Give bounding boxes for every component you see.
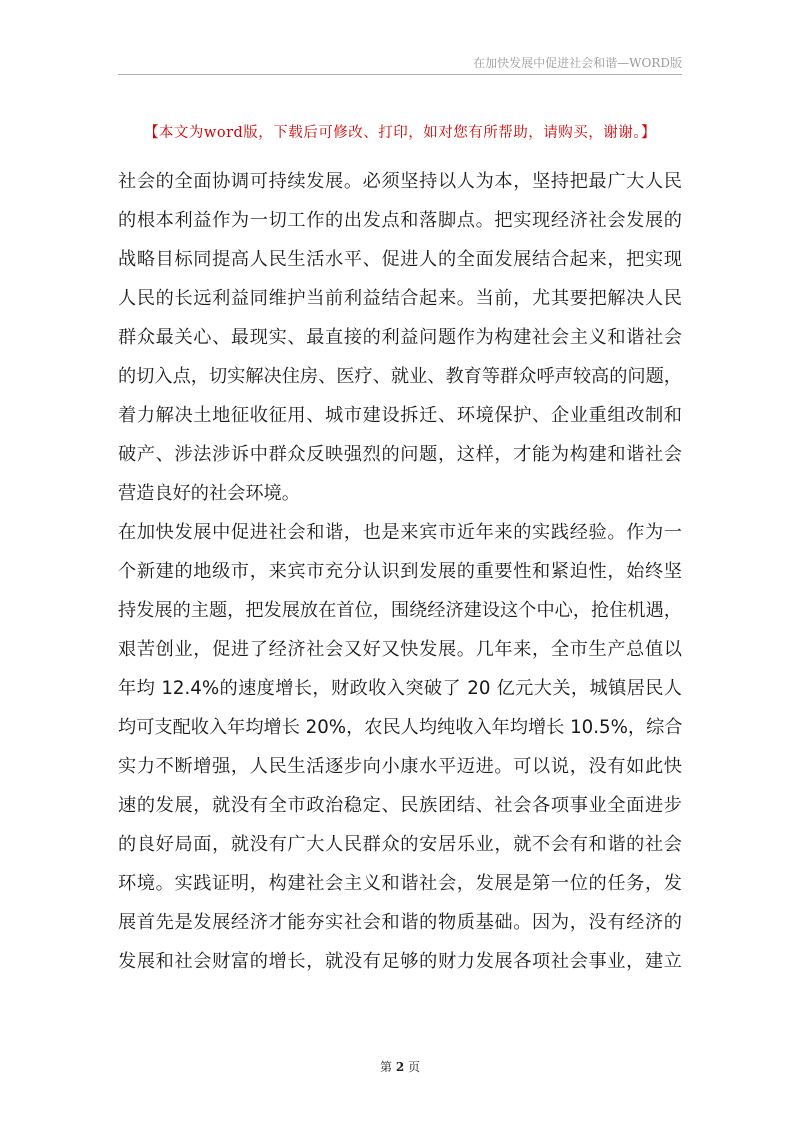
text-line: 群众最关心、最现实、最直接的利益问题作为构建社会主义和谐社会 xyxy=(118,327,682,348)
text-line: 发展和社会财富的增长，就没有足够的财力发展各项社会事业，建立 xyxy=(118,951,682,972)
text-line: 的根本利益作为一切工作的出发点和落脚点。把实现经济社会发展的 xyxy=(118,210,682,231)
text-line: 的切入点，切实解决住房、医疗、就业、教育等群众呼声较高的问题， xyxy=(118,366,682,387)
text-line: 着力解决土地征收征用、城市建设拆迁、环境保护、企业重组改制和 xyxy=(118,405,682,426)
text-line: 社会的全面协调可持续发展。必须坚持以人为本，坚持把最广大人民 xyxy=(118,171,682,192)
paragraph xyxy=(118,513,682,981)
text-line: 实力不断增强，人民生活逐步向小康水平迈进。可以说，没有如此快 xyxy=(118,756,682,777)
text-line: 持发展的主题，把发展放在首位，围绕经济建设这个中心，抢住机遇， xyxy=(118,600,682,621)
header-divider xyxy=(118,74,682,75)
text-line: 展首先是发展经济才能夯实社会和谐的物质基础。因为，没有经济的 xyxy=(118,912,682,933)
text-line: 人民的长远利益同维护当前利益结合起来。当前，尤其要把解决人民 xyxy=(118,288,682,309)
page-number: 2 xyxy=(395,1060,405,1074)
page-label-prefix: 第 xyxy=(379,1060,392,1074)
page-label-suffix: 页 xyxy=(408,1060,421,1074)
header-title: 在加快发展中促进社会和谐—WORD版 xyxy=(473,56,682,70)
text-line: 个新建的地级市，来宾市充分认识到发展的重要性和紧迫性，始终坚 xyxy=(118,561,682,582)
text-line: 在加快发展中促进社会和谐，也是来宾市近年来的实践经验。作为一 xyxy=(118,522,682,543)
text-line: 战略目标同提高人民生活水平、促进人的全面发展结合起来，把实现 xyxy=(118,249,682,270)
text-line: 艰苦创业，促进了经济社会又好又快发展。几年来，全市生产总值以 xyxy=(118,639,682,660)
text-line: 环境。实践证明，构建社会主义和谐社会，发展是第一位的任务，发 xyxy=(118,873,682,894)
document-body xyxy=(118,162,682,981)
text-line: 的良好局面，就没有广大人民群众的安居乐业，就不会有和谐的社会 xyxy=(118,834,682,855)
paragraph xyxy=(118,162,682,513)
text-line: 速的发展，就没有全市政治稳定、民族团结、社会各项事业全面进步 xyxy=(118,795,682,816)
text-line: 营造良好的社会环境。 xyxy=(118,483,300,504)
text-line: 年均 12.4%的速度增长，财政收入突破了 20 亿元大关，城镇居民人 xyxy=(118,678,682,699)
download-notice: 【本文为word版，下载后可修改、打印，如对您有所帮助，请购买，谢谢。】 xyxy=(143,125,657,141)
text-line: 破产、涉法涉诉中群众反映强烈的问题，这样，才能为构建和谐社会 xyxy=(118,444,682,465)
page-footer xyxy=(0,1058,800,1075)
text-line: 均可支配收入年均增长 20%，农民人均纯收入年均增长 10.5%，综合 xyxy=(118,717,683,738)
